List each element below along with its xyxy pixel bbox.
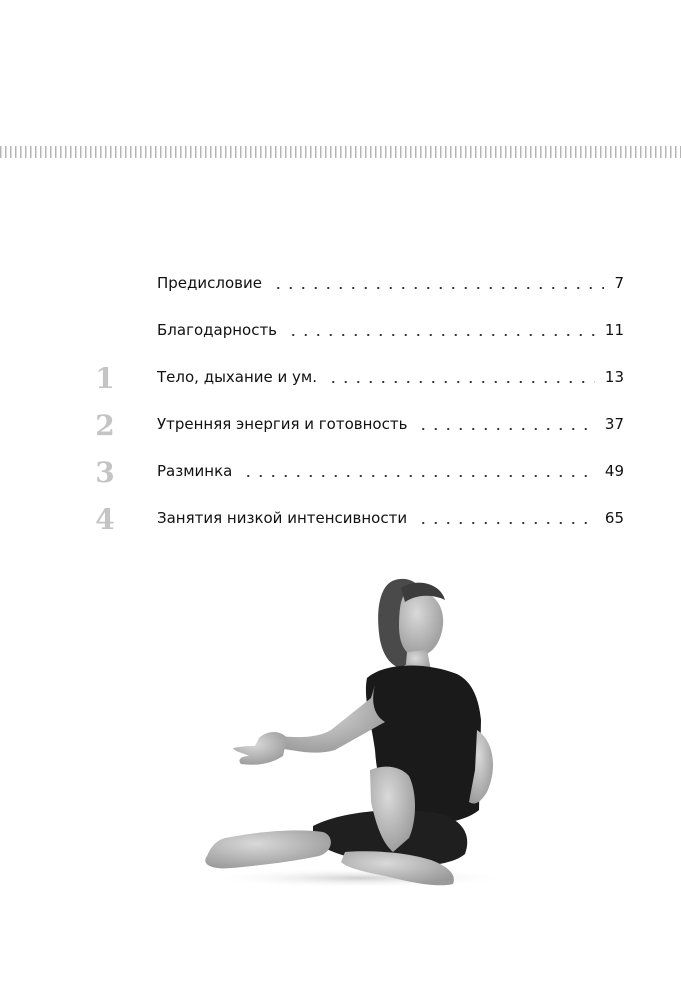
yoga-pose-photo <box>195 570 515 895</box>
toc-row-acknowledgements[interactable] <box>0 321 681 351</box>
toc-dot-leader <box>327 381 595 383</box>
toc-title: Утренняя энергия и готовность <box>157 415 408 433</box>
toc-page-number: 65 <box>604 509 624 527</box>
toc-dot-leader <box>287 334 595 336</box>
toc-title: Занятия низкой интенсивности <box>157 509 408 527</box>
decorative-dotted-rule <box>0 146 681 158</box>
toc-title: Тело, дыхание и ум. <box>157 368 318 386</box>
toc-dot-leader <box>242 475 595 477</box>
chapter-number: 4 <box>95 503 115 536</box>
toc-dot-leader <box>272 287 604 289</box>
toc-dot-leader <box>417 428 594 430</box>
toc-page-number: 11 <box>604 321 624 339</box>
toc-page-number: 7 <box>614 274 624 292</box>
toc-title: Предисловие <box>157 274 262 292</box>
toc-row-preface[interactable] <box>0 274 681 304</box>
toc-row-chapter-1[interactable] <box>0 362 681 398</box>
toc-title: Разминка <box>157 462 233 480</box>
toc-title: Благодарность <box>157 321 278 339</box>
toc-page-number: 37 <box>604 415 624 433</box>
toc-dot-leader <box>417 522 595 524</box>
chapter-number: 2 <box>95 409 115 442</box>
toc-row-chapter-4[interactable] <box>0 503 681 539</box>
toc-row-chapter-2[interactable] <box>0 409 681 445</box>
chapter-number: 3 <box>95 456 115 489</box>
chapter-number: 1 <box>95 362 115 395</box>
toc-page-number: 13 <box>604 368 624 386</box>
toc-row-chapter-3[interactable] <box>0 456 681 492</box>
toc-page-number: 49 <box>604 462 624 480</box>
